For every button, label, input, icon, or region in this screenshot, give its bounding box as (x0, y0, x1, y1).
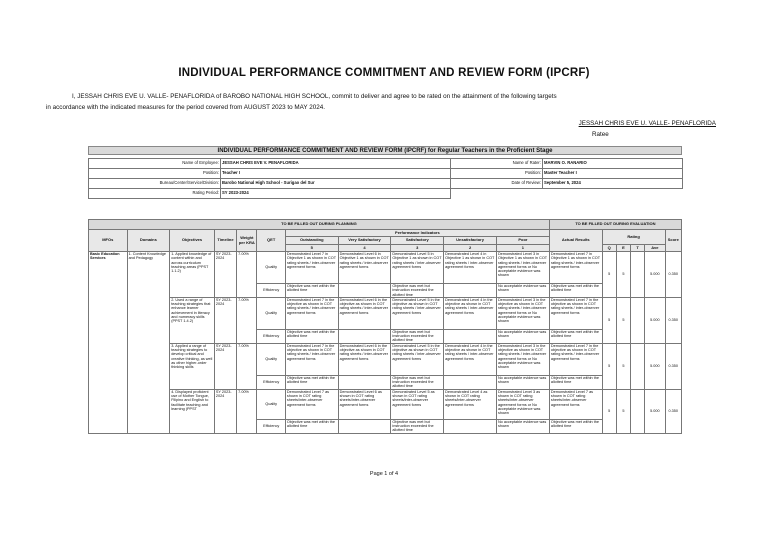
rating-t (631, 297, 645, 343)
table-row (89, 252, 682, 284)
objective-cell: 1. Applied knowledge of content within and across curriculum teaching areas (PPST 1.1.2) (170, 252, 215, 298)
employee-label: Name of Employee: (89, 159, 221, 169)
col-unsatisfactory: Unsatisfactory (444, 237, 497, 245)
indicator-cell: Objective was met within the allotted time (285, 375, 338, 389)
timeline-cell: SY 2023-2024 (214, 297, 236, 343)
bureau-value: Barobo National High School - Surigao del Sur (221, 179, 451, 189)
indicator-cell: Demonstrated Level 3 in the objective as shown in COT rating sheets / inter-observer agreement forms or No acceptable evidence was shown (496, 343, 549, 375)
col-objectives: Objectives (170, 230, 215, 252)
score-cell: 0.350 (665, 252, 681, 298)
rating-e: 5 (616, 252, 630, 298)
domain-cell: 1. Content Knowledge and Pedagogy (127, 252, 170, 434)
rater-name: MARVIN O. RANARIO (543, 159, 683, 169)
actual-result-cell: Objective was met within the allotted time (549, 419, 602, 433)
rating-ave: 5.000 (645, 297, 665, 343)
indicator-cell: Objective was met but instruction exceeded the allotted time (391, 375, 444, 389)
review-date-label: Date of Review: (451, 179, 543, 189)
evaluation-header: TO BE FILLED OUT DURING EVALUATION (549, 220, 681, 230)
review-date: September 5, 2024 (543, 179, 683, 189)
col-poor: Poor (496, 237, 549, 245)
col-q: Q (602, 245, 616, 252)
ratee-name: JESSAH CHRIS EVE U. VALLE- PENAFLORIDA (578, 120, 716, 127)
weight-cell: 7.00% (237, 389, 257, 433)
employee-name: JESSAH CHRIS EVE V. PENAFLORIDA (221, 159, 451, 169)
score-cell: 0.350 (665, 343, 681, 389)
col-e: E (616, 245, 630, 252)
objective-cell: 3. Applied a range of teaching strategies to develop critical and creative thinking, as well as other higher-order thinking skills (170, 343, 215, 389)
rater-label: Name of Rater: (451, 159, 543, 169)
rating-e: 5 (616, 343, 630, 389)
page-number: Page 1 of 4 (369, 471, 399, 477)
actual-result-cell: Objective was met within the allotted time (549, 375, 602, 389)
col-timeline: Timeline (214, 230, 236, 252)
indicator-cell: Demonstrated Level 3 in Objective 1 as shown in COT rating sheets / inter-observer agreement forms or No acceptable evidence was shown (496, 252, 549, 284)
col-ave: Ave (645, 245, 665, 252)
indicator-cell: Demonstrated Level 4 in Objective 1 as shown in COT rating sheets / inter-observer agreement forms (444, 252, 497, 284)
actual-result-cell: Objective was met within the allotted time (549, 284, 602, 298)
actual-result-cell: Demonstrated Level 7 as shown in COT rating sheets/inter-observer agreement forms (549, 389, 602, 419)
rating-t (631, 343, 645, 389)
col-score: Score (665, 230, 681, 252)
timeline-cell: SY 2023-2024 (214, 343, 236, 389)
commitment-statement (46, 91, 736, 113)
rating-q: 5 (602, 252, 616, 298)
weight-cell: 7.00% (237, 252, 257, 298)
qet-efficiency: Efficiency (257, 419, 285, 433)
objective-cell: 2. Used a range of teaching strategies that enhance learner achievement in literacy and numeracy skills (PPST 1.4.2) (170, 297, 215, 343)
score-cell: 0.350 (665, 297, 681, 343)
indicator-cell: Demonstrated Level 4 in the objective as shown in COT rating sheets / inter-observer agreement forms (444, 297, 497, 329)
rating-e: 5 (616, 297, 630, 343)
col-domains: Domains (127, 230, 170, 252)
col-actual-results: Actual Results (549, 230, 602, 252)
rating-q: 5 (602, 343, 616, 389)
indicator-cell: Demonstrated Level 6 as shown in COT rating sheets/inter-observer agreement forms (338, 389, 391, 419)
mfo-cell: Basic Education Services (89, 252, 128, 434)
rating-header: Rating (602, 230, 665, 245)
qet-quality: Quality (257, 297, 285, 329)
rating-ave: 5.000 (645, 389, 665, 433)
indicator-cell: Demonstrated Level 6 in the objective as shown in COT rating sheets / inter-observer agreement forms (338, 297, 391, 329)
weight-cell: 7.00% (237, 343, 257, 389)
timeline-cell: SY 2023-2024 (214, 389, 236, 433)
planning-header: TO BE FILLED OUT DURING PLANNING (89, 220, 550, 230)
qet-efficiency: Efficiency (257, 284, 285, 298)
rating-ave: 5.000 (645, 343, 665, 389)
rater-position-label: Position: (451, 169, 543, 179)
rating-e: 5 (616, 389, 630, 433)
performance-table (88, 219, 682, 434)
rating-t (631, 252, 645, 298)
perf-indicators-header: Performance Indicators (285, 230, 549, 237)
qet-quality: Quality (257, 343, 285, 375)
indicator-cell: Demonstrated Level 3 as shown in COT rating sheets/inter-observer agreement forms or No acceptable evidence was shown (496, 389, 549, 419)
rating-q: 5 (602, 297, 616, 343)
objective-cell: 4. Displayed proficient use of Mother Tongue, Filipino and English to facilitate teaching and learning (PPST (170, 389, 215, 433)
qet-efficiency: Efficiency (257, 329, 285, 343)
rating-q: 5 (602, 389, 616, 433)
indicator-cell: Demonstrated Level 3 in the objective as shown in COT rating sheets / inter-observer agreement forms or No acceptable evidence was shown (496, 297, 549, 329)
col-weight: Weight per KRA (237, 230, 257, 252)
indicator-cell: Objective was met but instruction exceeded the allotted time (391, 329, 444, 343)
indicator-cell: Demonstrated Level 5 as shown in COT rating sheets/inter-observer agreement forms (391, 389, 444, 419)
qet-quality: Quality (257, 252, 285, 284)
qet-quality: Quality (257, 389, 285, 419)
scale-2: 2 (444, 245, 497, 252)
indicator-cell: Objective was met within the allotted time (285, 419, 338, 433)
indicator-cell: No acceptable evidence was shown (496, 375, 549, 389)
ratee-label: Ratee (592, 131, 609, 138)
rating-period: SY 2023-2024 (221, 189, 451, 199)
indicator-cell: Demonstrated Level 6 in the objective as shown in COT rating sheets / inter-observer agreement forms (338, 343, 391, 375)
actual-result-cell: Objective was met within the allotted time (549, 329, 602, 343)
intro-line-1: I, JESSAH CHRIS EVE U. VALLE- PENAFLORIDA of BAROBO NATIONAL HIGH SCHOOL, commit to deliver and agree to be rated on the attainment of the following targets (72, 93, 557, 100)
table-row (89, 343, 682, 375)
scale-5: 5 (285, 245, 338, 252)
col-t: T (631, 245, 645, 252)
qet-efficiency: Efficiency (257, 375, 285, 389)
indicator-cell: Demonstrated Level 6 in Objective 1 as shown in COT rating sheets / inter-observer agreement forms (338, 252, 391, 284)
indicator-cell: No acceptable evidence was shown (496, 419, 549, 433)
actual-result-cell: Demonstrated Level 7 in the objective as shown in COT rating sheets / inter-observer agreement forms (549, 343, 602, 375)
score-cell: 0.350 (665, 389, 681, 433)
scale-1: 1 (496, 245, 549, 252)
rating-period-label: Rating Period: (89, 189, 221, 199)
indicator-cell: Objective was met within the allotted time (285, 284, 338, 298)
embedded-form-image (88, 146, 682, 476)
indicator-cell: Demonstrated Level 4 as shown in COT rating sheets/inter-observer agreement forms (444, 389, 497, 419)
indicator-cell: Objective was met but instruction exceeded the allotted time (391, 284, 444, 298)
employee-position: Teacher I (221, 169, 451, 179)
document-title: INDIVIDUAL PERFORMANCE COMMITMENT AND REVIEW FORM (IPCRF) (178, 67, 590, 79)
col-mfos: MFOs (89, 230, 128, 252)
timeline-cell: SY 2023-2024 (214, 252, 236, 298)
indicator-cell: Demonstrated Level 5 in Objective 1 as shown in COT rating sheets / inter-observer agreement forms (391, 252, 444, 284)
table-row (89, 389, 682, 419)
indicator-cell: Demonstrated Level 7 as shown in COT rating sheets/inter-observer agreement forms (285, 389, 338, 419)
form-title: INDIVIDUAL PERFORMANCE COMMITMENT AND REVIEW FORM (IPCRF) for Regular Teachers in the Proficient Stage (88, 146, 682, 155)
indicator-cell: No acceptable evidence was shown (496, 329, 549, 343)
indicator-cell: Objective was met within the allotted time (285, 329, 338, 343)
col-very-satisfactory: Very Satisfactory (338, 237, 391, 245)
indicator-cell: Demonstrated Level 7 in the objective as shown in COT rating sheets / inter-observer agreement forms (285, 343, 338, 375)
actual-result-cell: Demonstrated Level 7 in the objective as shown in COT rating sheets / inter-observer agreement forms (549, 297, 602, 329)
indicator-cell: Demonstrated Level 5 in the objective as shown in COT rating sheets / inter-observer agreement forms (391, 343, 444, 375)
indicator-cell: No acceptable evidence was shown (496, 284, 549, 298)
indicator-cell: Demonstrated Level 4 in the objective as shown in COT rating sheets / inter-observer agreement forms (444, 343, 497, 375)
rating-t (631, 389, 645, 433)
weight-cell: 7.00% (237, 297, 257, 343)
table-row (89, 297, 682, 329)
indicator-cell: Demonstrated Level 5 in the objective as shown in COT rating sheets / inter-observer agreement forms (391, 297, 444, 329)
bureau-label: Bureau/Center/Service/Division: (89, 179, 221, 189)
indicator-cell: Demonstrated Level 7 in Objective 1 as shown in COT rating sheets / inter-observer agreement forms (285, 252, 338, 284)
position-label: Position: (89, 169, 221, 179)
rater-position: Master Teacher I (543, 169, 683, 179)
col-satisfactory: Satisfactory (391, 237, 444, 245)
actual-result-cell: Demonstrated Level 7 in Objective 1 as shown in COT rating sheets / inter-observer agreement forms (549, 252, 602, 284)
col-qet: QET (257, 230, 285, 252)
employee-info-table (88, 158, 683, 199)
indicator-cell: Demonstrated Level 7 in the objective as shown in COT rating sheets / inter-observer agreement forms (285, 297, 338, 329)
scale-4: 4 (338, 245, 391, 252)
indicator-cell: Objective was met but instruction exceeded the allotted time (391, 419, 444, 433)
intro-line-2: in accordance with the indicated measures for the period covered from AUGUST 2023 to MAY 2024. (46, 104, 325, 111)
rating-ave: 5.000 (645, 252, 665, 298)
scale-3: 3 (391, 245, 444, 252)
col-outstanding: Outstanding (285, 237, 338, 245)
